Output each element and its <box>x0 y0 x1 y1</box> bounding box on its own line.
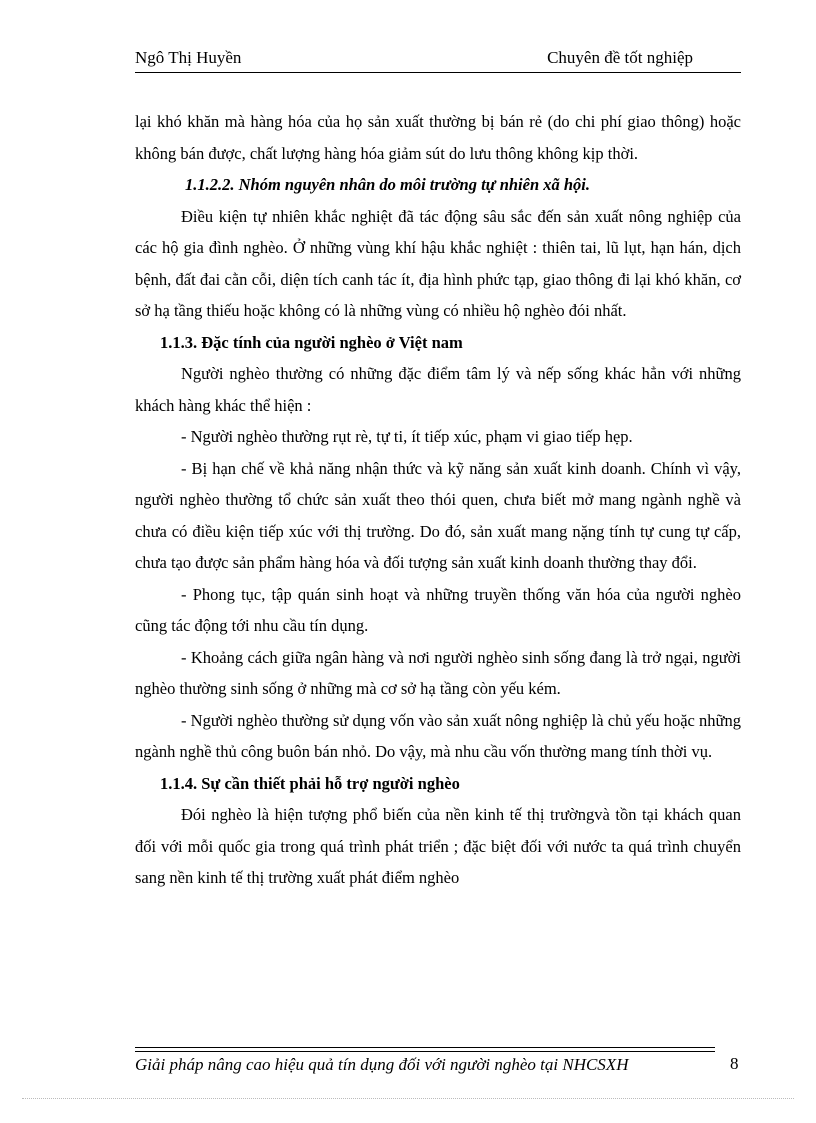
page-number: 8 <box>730 1054 739 1073</box>
bullet-limited-awareness: - Bị hạn chế về khả năng nhận thức và kỹ năng sản xuất kinh doanh. Chính vì vậy, người nghèo thường tổ chức sản xuất theo thói quen, chưa biết mở mang ngành nghề và chưa có điều kiện tiếp xúc với thị trường. Do đó, sản xuất mang nặng tính tự cung tự cấp, chưa tạo được sản phẩm hàng hóa và đối tượng sản xuất kinh doanh thường thay đổi. <box>135 458 741 572</box>
author-name: Ngô Thị Huyền <box>135 48 242 67</box>
document-type: Chuyên đề tốt nghiệp <box>547 48 693 67</box>
footer-rule <box>135 1047 715 1048</box>
bullet-seasonal-capital: - Người nghèo thường sử dụng vốn vào sản xuất nông nghiệp là chủ yếu hoặc những ngành nghề thủ công buôn bán nhỏ. Do vậy, mà nhu cầu vốn thường mang tính thời vụ. <box>135 710 741 761</box>
section-heading-1-1-2-2: 1.1.2.2. Nhóm nguyên nhân do môi trường tự nhiên xã hội. <box>185 175 591 194</box>
page-content <box>135 106 741 894</box>
paragraph-continuation: lại khó khăn mà hàng hóa của họ sản xuất thường bị bán rẻ (do chi phí giao thông) hoặc không bán được, chất lượng hàng hóa giảm sút do lưu thông không kịp thời. <box>135 112 741 163</box>
footer-title: Giải pháp nâng cao hiệu quả tín dụng đối với người nghèo tại NHCSXH <box>135 1055 629 1074</box>
section-heading-1-1-4: 1.1.4. Sự cần thiết phải hỗ trợ người nghèo <box>160 773 460 793</box>
paragraph-characteristics-intro: Người nghèo thường có những đặc điểm tâm lý và nếp sống khác hẳn với những khách hàng khác thể hiện : <box>135 364 741 415</box>
paragraph-natural-conditions: Điều kiện tự nhiên khắc nghiệt đã tác động sâu sắc đến sản xuất nông nghiệp của các hộ gia đình nghèo. Ở những vùng khí hậu khắc nghiệt : thiên tai, lũ lụt, hạn hán, dịch bệnh, đất đai cằn cỗi, diện tích canh tác ít, địa hình phức tạp, giao thông đi lại khó khăn, cơ sở hạ tầng thiếu hoặc không có là những vùng có nhiều hộ nghèo đói nhất. <box>135 206 741 320</box>
bullet-customs: - Phong tục, tập quán sinh hoạt và những truyền thống văn hóa của người nghèo cũng tác động tới nhu cầu tín dụng. <box>135 584 741 635</box>
paragraph-poverty-necessity: Đói nghèo là hiện tượng phổ biến của nền kinh tế thị trườngvà tồn tại khách quan đối với mỗi quốc gia trong quá trình phát triển ; đặc biệt đối với nước ta quá trình chuyển sang nền kinh tế thị trường xuất phát điểm nghèo <box>135 805 741 887</box>
section-heading-1-1-3: 1.1.3. Đặc tính của người nghèo ở Việt nam <box>160 332 463 352</box>
page-header <box>135 48 741 73</box>
page-boundary <box>22 1098 794 1099</box>
footer-rule-thin <box>135 1051 715 1052</box>
bullet-distance: - Khoảng cách giữa ngân hàng và nơi người nghèo sinh sống đang là trở ngại, người nghèo thường sinh sống ở những mà cơ sở hạ tầng còn yếu kém. <box>135 647 741 698</box>
bullet-shy: - Người nghèo thường rụt rè, tự ti, ít tiếp xúc, phạm vi giao tiếp hẹp. <box>181 427 633 446</box>
